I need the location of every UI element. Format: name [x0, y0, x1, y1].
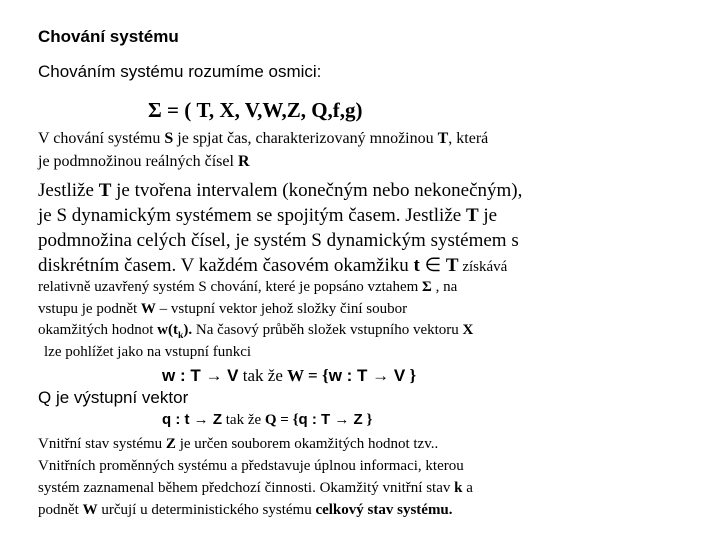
- para1-line1: V chování systému S je spjat čas, charakterizovaný množinou T, která: [38, 130, 489, 147]
- para3-line1: relativně uzavřený systém S chování, které je popsáno vztahem Σ , na: [38, 279, 458, 295]
- formula-octuple: Σ = ( T, X, V,W,Z, Q,f,g): [148, 98, 363, 122]
- formula-input-function: w : T → V tak že W = {w : T → V }: [162, 366, 417, 385]
- para3-line3: okamžitých hodnot $w(t_k)$. Na časový průběh složek vstupního vektoru X: [38, 322, 474, 341]
- output-vector-text: Q je výstupní vektor: [38, 388, 189, 407]
- para1-line2: je podmnožinou reálných čísel R: [38, 153, 250, 170]
- page-title: Chování systému: [38, 27, 179, 46]
- para4-line2: Vnitřních proměnných systému a představuje úplnou informaci, kterou: [38, 458, 464, 474]
- para2-line3: podmnožina celých čísel, je systém S dynamickým systémem s: [38, 230, 519, 251]
- para3-line2: vstupu je podnět W – vstupní vektor jehož složky činí soubor: [38, 301, 408, 317]
- para4-line3: systém zaznamenal během předchozí činnosti. Okamžitý vnitřní stav k a: [38, 480, 473, 496]
- sigma-symbol: Σ: [148, 98, 162, 122]
- para2-line2: je S dynamickým systémem se spojitým časem. Jestliže T je: [38, 205, 498, 226]
- para2-line1: Jestliže T je tvořena intervalem (konečným nebo nekonečným),: [38, 180, 523, 201]
- para2-line4: diskrétním časem. V každém časovém okamžiku t ∈ T získává: [38, 255, 508, 276]
- para4-line4: podnět W určují u deterministického systému celkový stav systému.: [38, 502, 453, 518]
- formula-output-function: q : t → Z tak že Q = {q : T → Z }: [162, 411, 373, 428]
- para4-line1: Vnitřní stav systému Z je určen souborem okamžitých hodnot tzv..: [38, 436, 439, 452]
- para3-line4: lze pohlížet jako na vstupní funkci: [44, 344, 252, 360]
- intro-text: Chováním systému rozumíme osmici:: [38, 62, 322, 81]
